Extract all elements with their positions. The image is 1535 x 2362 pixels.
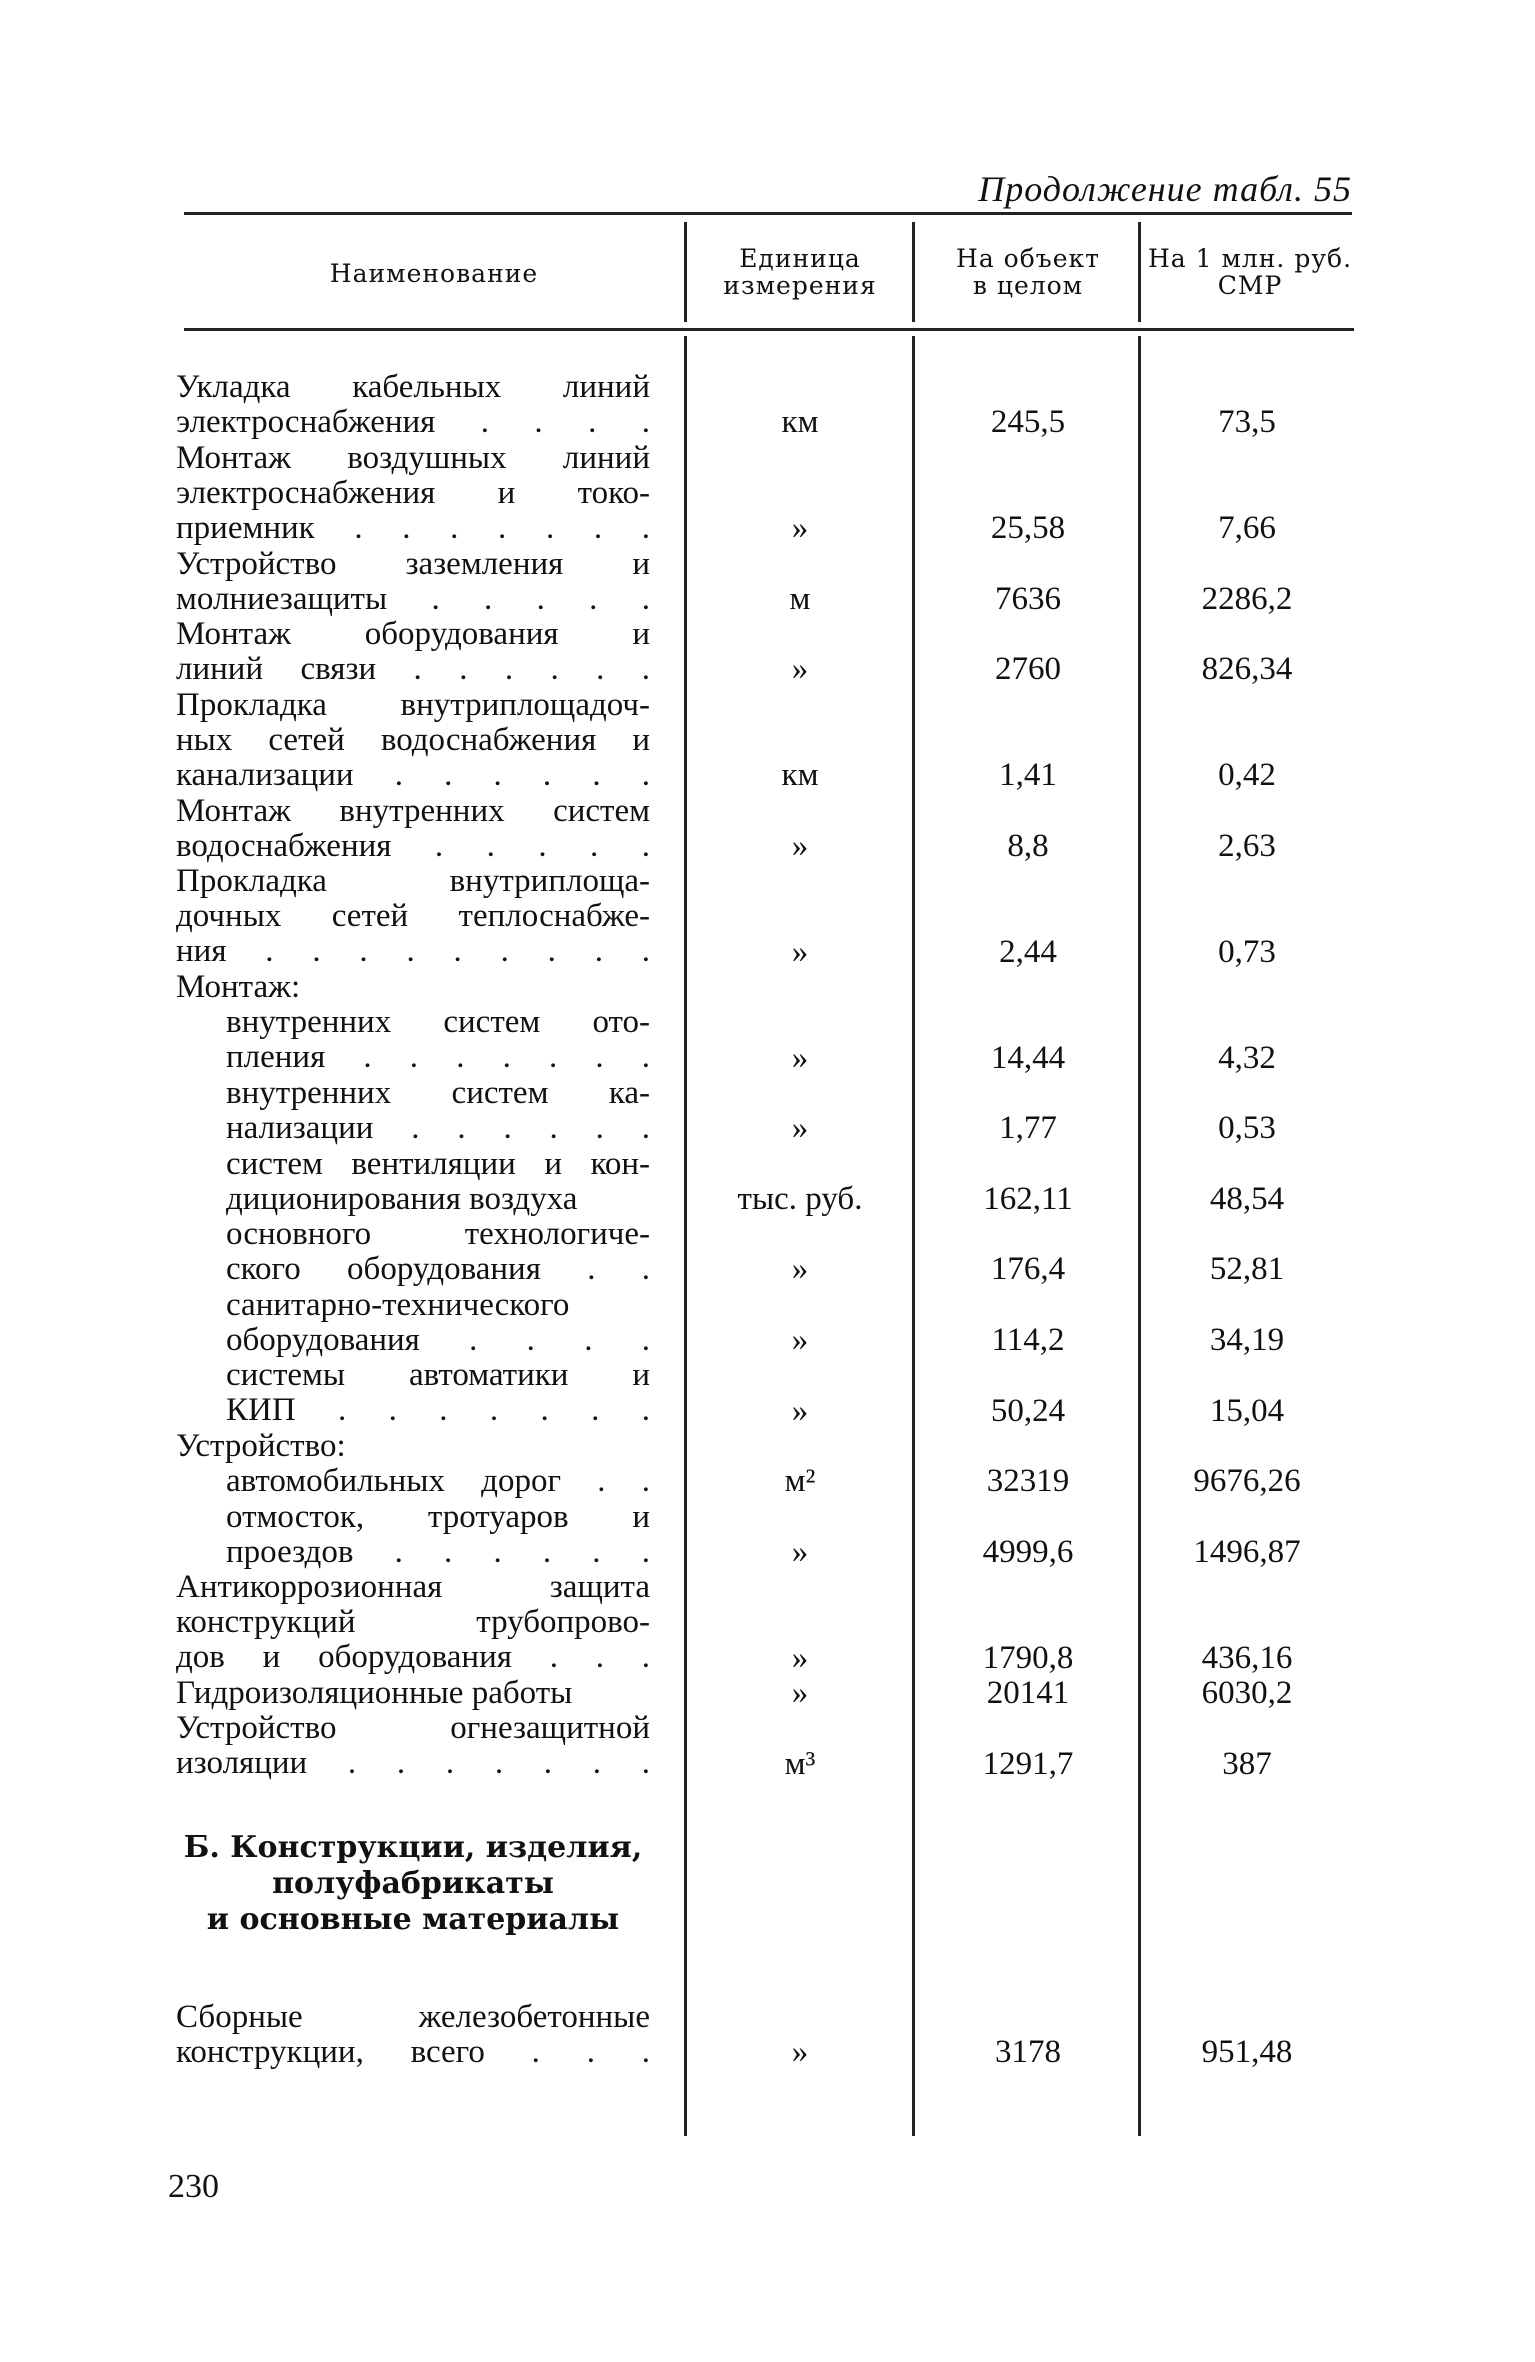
row-unit: »	[791, 1251, 809, 1288]
header-unit-line-2: измерения	[723, 271, 877, 300]
row-unit: »	[791, 510, 809, 547]
section-b-heading	[176, 1830, 650, 1938]
row-name-line: проездов . . . . . .	[226, 1533, 650, 1570]
row-value-object: 3178	[995, 2034, 1061, 2071]
row-value-per-million: 52,81	[1209, 1251, 1285, 1288]
row-value-object: 8,8	[1007, 827, 1049, 864]
row-name-line: санитарно-технического	[226, 1286, 570, 1323]
row-value-per-million: 34,19	[1209, 1322, 1285, 1359]
row-name-line: канализации . . . . . .	[176, 756, 650, 793]
row-name	[176, 370, 650, 440]
row-value-per-million: 436,16	[1201, 1639, 1293, 1676]
row-name-line: автомобильных дорог . .	[226, 1463, 650, 1500]
row-value-object: 32319	[986, 1463, 1070, 1500]
section-b-line: Б. Конструкции, изделия,	[183, 1830, 643, 1865]
row-name-line: конструкции, всего . . .	[176, 2034, 650, 2070]
column-divider-1	[684, 336, 687, 2136]
row-name-line: пления . . . . . . .	[226, 1039, 650, 1076]
row-name-line: нализации . . . . . .	[226, 1110, 650, 1146]
row-name-line: внутренних систем ото-	[226, 1004, 650, 1041]
row-name	[176, 864, 650, 969]
column-divider-2	[912, 336, 915, 2136]
row-value-object: 4999,6	[982, 1533, 1074, 1570]
row-value-per-million: 1496,87	[1193, 1533, 1301, 1570]
table-caption: Продолжение табл. 55	[978, 169, 1352, 209]
row-name	[176, 794, 650, 864]
row-unit: »	[791, 1322, 809, 1359]
row-name-line: диционирования воздуха	[226, 1180, 578, 1217]
row-value-per-million: 0,42	[1218, 757, 1276, 794]
row-unit: »	[791, 651, 809, 688]
row-value-object: 25,58	[990, 510, 1066, 547]
header-object-line-2: в целом	[972, 271, 1084, 300]
row-name-line: Прокладка внутриплощадоч-	[176, 686, 650, 723]
row-value-per-million: 7,66	[1218, 510, 1276, 547]
row-name-line: приемник . . . . . . .	[176, 509, 650, 546]
row-unit: км	[781, 757, 819, 794]
row-unit: м	[789, 580, 811, 617]
row-unit: »	[791, 1039, 809, 1076]
row-value-object: 114,2	[991, 1322, 1065, 1359]
row-unit: »	[791, 2034, 809, 2071]
row-value-object: 7636	[995, 580, 1061, 617]
header-divider-1	[684, 222, 687, 322]
header-name: Наименование	[329, 259, 539, 288]
row-name	[226, 1288, 650, 1358]
header-unit	[690, 245, 910, 299]
row-name	[226, 1076, 650, 1146]
row-name-line: внутренних систем ка-	[226, 1075, 650, 1111]
row-unit: »	[791, 933, 809, 970]
row-name-line: Сборные железобетонные	[176, 1999, 650, 2035]
row-value-object: 20141	[986, 1675, 1070, 1712]
row-value-object: 2,44	[999, 933, 1057, 970]
row-name	[176, 617, 650, 687]
row-value-per-million: 2,63	[1218, 827, 1276, 864]
row-name-line: Монтаж воздушных линий	[176, 439, 650, 476]
row-name	[226, 1464, 650, 1499]
row-name	[176, 1676, 650, 1711]
row-name	[226, 1147, 650, 1217]
row-name-line: водоснабжения . . . . .	[176, 827, 650, 864]
header-unit-line-1: Единица	[739, 244, 861, 273]
row-value-object: 162,11	[983, 1180, 1073, 1217]
row-name	[176, 441, 650, 546]
row-value-object: 1,77	[999, 1110, 1057, 1147]
row-name-line: конструкций трубопрово-	[176, 1604, 650, 1641]
header-divider-2	[912, 222, 915, 322]
row-value-object: 1291,7	[982, 1745, 1074, 1782]
row-name-line: Устройство:	[176, 1428, 346, 1464]
row-name-line: ния . . . . . . . . .	[176, 933, 650, 970]
header-object-line-1: На объект	[956, 244, 1100, 273]
row-value-per-million: 4,32	[1218, 1039, 1276, 1076]
row-name-line: Устройство заземления и	[176, 545, 650, 582]
row-value-per-million: 0,53	[1218, 1110, 1276, 1147]
header-object	[918, 245, 1138, 299]
row-name	[176, 2000, 650, 2070]
row-name	[176, 1711, 650, 1781]
row-value-per-million: 0,73	[1218, 933, 1276, 970]
row-value-object: 1,41	[999, 757, 1057, 794]
row-name-line: основного технологиче-	[226, 1216, 650, 1253]
row-value-per-million: 48,54	[1209, 1180, 1285, 1217]
row-name	[176, 970, 650, 1005]
table-top-rule	[184, 212, 1352, 215]
row-name-line: электроснабжения и токо-	[176, 474, 650, 511]
row-value-object: 245,5	[990, 404, 1066, 441]
row-unit: »	[791, 1675, 809, 1712]
row-name-line: Монтаж:	[176, 969, 301, 1006]
row-name-line: Антикоррозионная защита	[176, 1569, 650, 1606]
row-value-object: 1790,8	[982, 1639, 1074, 1676]
header-bottom-rule	[184, 328, 1354, 331]
row-name-line: ского оборудования . .	[226, 1251, 650, 1288]
row-unit: »	[791, 1392, 809, 1429]
row-value-object: 2760	[995, 651, 1061, 688]
row-unit: »	[791, 827, 809, 864]
row-name-line: Устройство огнезащитной	[176, 1710, 650, 1747]
row-name	[226, 1358, 650, 1428]
row-name-line: оборудования . . . .	[226, 1321, 650, 1358]
row-name-line: КИП . . . . . . .	[226, 1392, 650, 1429]
row-value-object: 176,4	[990, 1251, 1066, 1288]
row-name	[176, 547, 650, 617]
row-name	[226, 1005, 650, 1075]
row-name-line: дов и оборудования . . .	[176, 1639, 650, 1676]
row-unit: м²	[784, 1463, 816, 1500]
row-value-per-million: 15,04	[1209, 1392, 1285, 1429]
row-name-line: молниезащиты . . . . .	[176, 580, 650, 617]
header-divider-3	[1138, 222, 1141, 322]
row-name-line: Прокладка внутриплоща-	[176, 863, 650, 900]
header-per-million-line-1: На 1 млн. руб.	[1147, 244, 1353, 273]
row-name	[176, 1570, 650, 1675]
row-name-line: системы автоматики и	[226, 1357, 650, 1394]
row-unit: »	[791, 1110, 809, 1147]
row-unit: км	[781, 404, 819, 441]
row-name	[176, 688, 650, 793]
row-name-line: отмосток, тротуаров и	[226, 1498, 650, 1535]
row-value-object: 50,24	[990, 1392, 1066, 1429]
row-value-per-million: 951,48	[1201, 2034, 1293, 2071]
row-unit: тыс. руб.	[737, 1180, 863, 1217]
section-b-line: и основные материалы	[206, 1902, 620, 1937]
row-name-line: Укладка кабельных линий	[176, 369, 650, 405]
row-unit: м³	[784, 1745, 816, 1782]
row-name-line: линий связи . . . . . .	[176, 651, 650, 688]
row-name	[226, 1217, 650, 1287]
row-value-per-million: 9676,26	[1193, 1463, 1301, 1500]
header-per-million-line-2: СМР	[1217, 271, 1283, 300]
row-name	[226, 1500, 650, 1570]
row-name-line: электроснабжения . . . .	[176, 404, 650, 440]
row-name-line: ных сетей водоснабжения и	[176, 721, 650, 758]
header-per-million	[1140, 245, 1360, 299]
row-unit: »	[791, 1533, 809, 1570]
row-name-line: Монтаж внутренних систем	[176, 792, 650, 829]
row-value-per-million: 826,34	[1201, 651, 1293, 688]
row-value-per-million: 6030,2	[1201, 1675, 1293, 1712]
section-b-line: полуфабрикаты	[272, 1866, 554, 1901]
row-name-line: Гидроизоляционные работы	[176, 1675, 573, 1712]
row-name-line: Монтаж оборудования и	[176, 616, 650, 653]
row-value-per-million: 2286,2	[1201, 580, 1293, 617]
column-divider-3	[1138, 336, 1141, 2136]
page-number: 230	[168, 2168, 219, 2205]
row-name-line: изоляции . . . . . . .	[176, 1745, 650, 1782]
row-value-object: 14,44	[990, 1039, 1066, 1076]
row-value-per-million: 387	[1222, 1745, 1272, 1782]
row-name	[176, 1429, 650, 1464]
row-unit: »	[791, 1639, 809, 1676]
row-name-line: систем вентиляции и кон-	[226, 1145, 650, 1182]
row-name-line: дочных сетей теплоснабже-	[176, 898, 650, 935]
row-value-per-million: 73,5	[1218, 404, 1276, 441]
